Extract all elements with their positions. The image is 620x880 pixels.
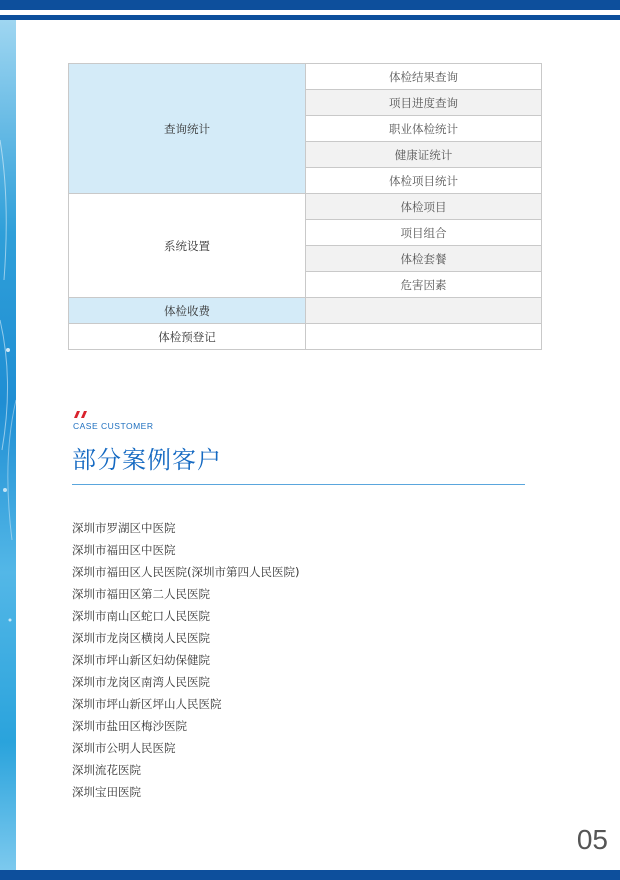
list-item: 深圳市福田区人民医院(深圳市第四人民医院) [72,565,300,579]
network-pattern-graphic [0,20,16,870]
feature-item-cell [306,324,542,350]
feature-item-cell: 体检套餐 [306,246,542,272]
section-divider [72,484,525,485]
feature-item-cell: 项目组合 [306,220,542,246]
list-item: 深圳市坪山新区妇幼保健院 [72,653,210,667]
feature-table [68,63,542,350]
feature-item-cell: 职业体检统计 [306,116,542,142]
feature-item-cell: 体检结果查询 [306,64,542,90]
customer-list [72,517,299,803]
list-item: 深圳市龙岗区横岗人民医院 [72,631,210,645]
list-item: 深圳市福田区中医院 [72,543,176,557]
page-number: 05 [576,824,608,855]
category-cell: 查询统计 [69,64,306,194]
feature-item-cell: 健康证统计 [306,142,542,168]
list-item: 深圳市福田区第二人民医院 [72,587,210,601]
table-row [69,324,542,350]
list-item: 深圳市南山区蛇口人民医院 [72,609,210,623]
category-cell: 系统设置 [69,194,306,298]
list-item: 深圳流花医院 [72,763,141,777]
table-row [69,64,542,90]
section-subtitle-en: CASE CUSTOMER [73,421,154,431]
category-cell: 体检收费 [69,298,306,324]
feature-item-cell: 危害因素 [306,272,542,298]
list-item: 深圳宝田医院 [72,785,141,799]
bottom-footer-bar [0,870,620,880]
table-row [69,298,542,324]
decorative-side-strip [0,20,16,870]
list-item: 深圳市坪山新区坪山人民医院 [72,697,222,711]
feature-item-cell: 体检项目 [306,194,542,220]
feature-item-cell: 体检项目统计 [306,168,542,194]
feature-item-cell [306,298,542,324]
section-title: 部分案例客户 [72,446,222,474]
list-item: 深圳市龙岗区南湾人民医院 [72,675,210,689]
category-cell: 体检预登记 [69,324,306,350]
top-header-line [0,15,620,20]
list-item: 深圳市公明人民医院 [72,741,176,755]
table-row [69,194,542,220]
feature-item-cell: 项目进度查询 [306,90,542,116]
top-header-bar [0,0,620,10]
section-marker-icon [74,411,90,419]
list-item: 深圳市罗湖区中医院 [72,521,176,535]
list-item: 深圳市盐田区梅沙医院 [72,719,187,733]
